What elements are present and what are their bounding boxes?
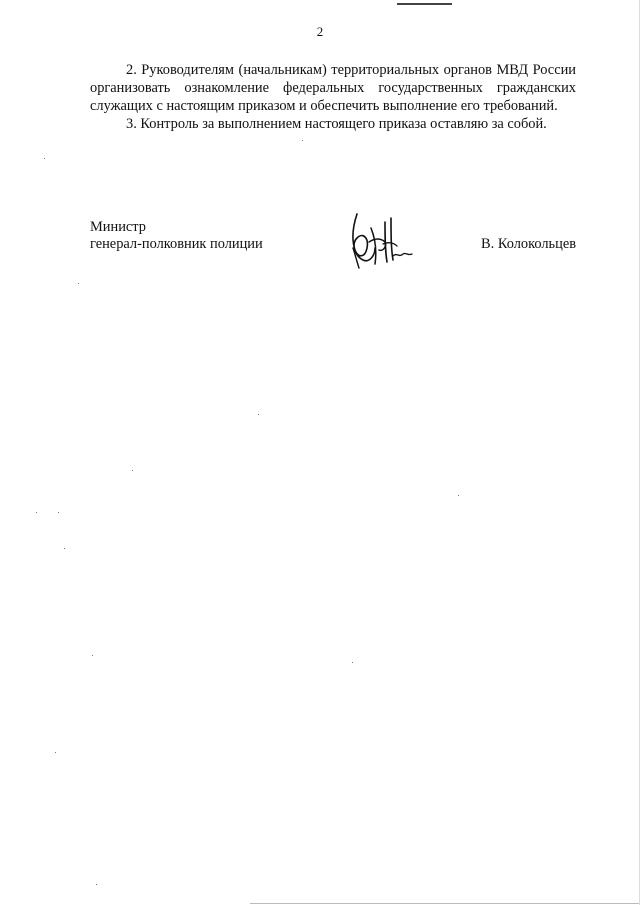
paragraph-2 — [90, 61, 576, 115]
scan-speck — [96, 884, 97, 885]
paragraph-3-text: Контроль за выполнением настоящего приказа оставляю за собой. — [140, 116, 547, 132]
document-body — [90, 61, 576, 133]
scan-speck — [64, 548, 65, 549]
scan-speck — [92, 655, 93, 656]
scan-speck — [258, 414, 259, 415]
handwritten-signature-icon — [345, 208, 415, 272]
paragraph-2-text: Руководителям (начальникам) территориальных органов МВД России организовать ознакомление федеральных государственных гражданских служащих с настоящим приказом и обеспечить выполнение его требований. — [90, 62, 576, 114]
scan-mark — [397, 3, 452, 5]
scan-speck — [78, 283, 79, 284]
scan-speck — [352, 662, 353, 663]
scan-speck — [132, 470, 133, 471]
scan-speck — [58, 512, 59, 513]
scan-speck — [55, 752, 56, 753]
scan-speck — [458, 495, 459, 496]
paragraph-3-number: 3. — [126, 116, 137, 132]
scan-edge-line — [250, 903, 640, 904]
signature-block — [90, 218, 576, 278]
signatory-rank: генерал-полковник полиции — [90, 236, 263, 252]
paragraph-2-number: 2. — [126, 62, 137, 78]
signatory-name: В. Колокольцев — [481, 236, 576, 252]
page-number: 2 — [316, 24, 324, 39]
paragraph-3 — [90, 115, 576, 133]
scan-speck — [44, 158, 45, 159]
signatory-title: Министр — [90, 219, 146, 235]
scan-speck — [36, 512, 37, 513]
scan-speck — [302, 140, 303, 141]
